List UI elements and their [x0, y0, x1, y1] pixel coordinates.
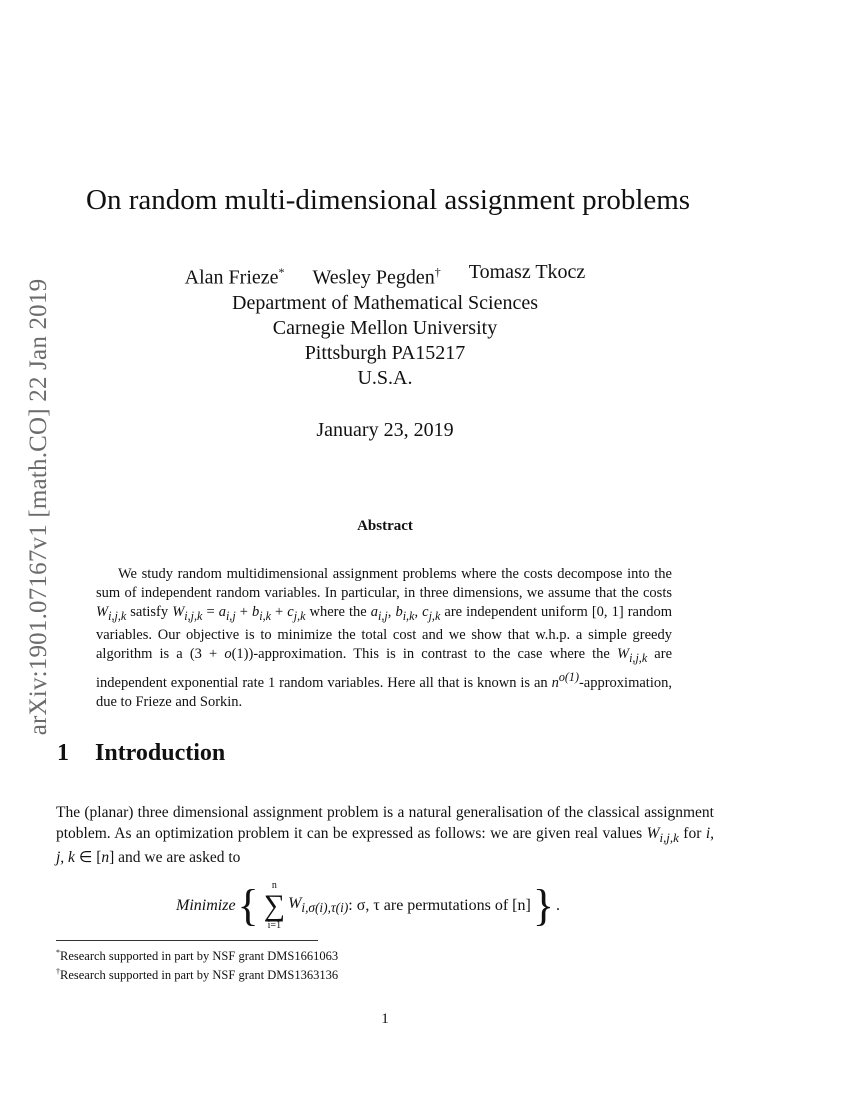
author-block [150, 260, 620, 391]
abstract-text-3: where the [305, 604, 371, 620]
minimize-equation: Minimize { n ∑ i=1 $W_{i,\sigma(i),\tau(i)}$ : σ, τ are permutations of [n] } . [176, 879, 560, 931]
author-list [150, 260, 620, 291]
abstract-text-1: We study random multidimensional assignment problems where the costs decompose into the sum of independent random variables. In particular, in three dimensions, we assume that the costs [96, 566, 672, 601]
author-2-name: Wesley Pegden [312, 266, 435, 289]
affiliation-country: U.S.A. [357, 366, 413, 389]
footnotes [56, 945, 656, 983]
sum-upper: n [271, 879, 277, 891]
footnote-1 [56, 945, 656, 964]
intro-paragraph: The (planar) three dimensional assignment problem is a natural generalisation of the classical assignment ptoblem. As an optimization problem it can be expressed as follows: we are given real values $W_{i,j,k}$ for i, j, k ∈ [n] and we are asked to [56, 804, 715, 867]
abstract-text-2: satisfy [126, 604, 173, 620]
author-1-name: Alan Frieze [184, 266, 279, 289]
footnote-rule [56, 940, 318, 941]
author-2-mark: † [434, 265, 441, 279]
left-brace: { [237, 880, 259, 930]
arxiv-id: arXiv:1901.07167v1 [math.CO] 22 Jan 2019 [25, 278, 52, 736]
abstract-text-4: are independent uniform [0, 1] random variables. Our objective is to minimize the total cost and we show that w.h.p. a simple greedy algorithm is a [96, 604, 673, 662]
affiliation-university: Carnegie Mellon University [272, 316, 498, 339]
paper-title-text: On random multi-dimensional assignment problems [86, 184, 691, 216]
footnote-2-text: Research supported in part by NSF grant DMS1363136 [60, 968, 339, 983]
section-title: Introduction [95, 740, 226, 766]
section-heading [57, 740, 225, 767]
abstract-text-5: -approximation. This is in contrast to the case where the [253, 645, 617, 662]
abstract-heading: Abstract [357, 518, 413, 534]
footnote-2 [56, 964, 656, 983]
equation-label: Minimize [176, 896, 236, 914]
abstract-paragraph: We study random multidimensional assignment problems where the costs decompose into the sum of independent random variables. In particular, in three dimensions, we assume that the costs $W_{i,j,k}$ satisfy $W_{i,j,k} = a_{i,j} + b_{i,k} + c_{j,k}$ where the $a_{i,j}$, $b_{i,k}$, $c_{j,k}$ are independent uniform [0, 1] random variables. Our objective is to minimize the total cost and we show that w.h.p. a simple greedy algorithm is a (3 + o(1))-approximation. This is in contrast to the case where the $W_{i,j,k}$ are independent exponential rate 1 random variables. Here all that is known is an $n^{o(1)}$-approximation, due to Frieze and Sorkin. [96, 566, 673, 710]
footnote-1-mark: * [56, 948, 60, 957]
abstract-text-7: -approximation, due to Frieze and Sorkin. [96, 674, 672, 710]
page-number: 1 [381, 1011, 389, 1027]
paper-title [86, 184, 691, 217]
author-3 [469, 260, 586, 291]
abstract-body [96, 565, 672, 712]
affiliation-dept: Department of Mathematical Sciences [232, 291, 538, 314]
sum-symbol: n ∑ i=1 [263, 879, 286, 931]
intro-text-3: and we are asked to [114, 849, 241, 867]
arxiv-sidebar-stamp [19, 252, 59, 762]
paper-date: January 23, 2019 [316, 419, 454, 441]
right-brace: } [532, 880, 554, 930]
footnote-1-text: Research supported in part by NSF grant DMS1661063 [60, 949, 339, 964]
affiliation-city: Pittsburgh PA15217 [304, 341, 466, 364]
section-number: 1 [57, 740, 69, 766]
intro-body [56, 803, 714, 869]
author-1-mark: * [278, 265, 285, 279]
author-1 [185, 260, 285, 291]
equation-tail: : σ, τ are permutations of [n] [348, 896, 531, 914]
author-2 [313, 260, 441, 291]
intro-text-2: for [678, 824, 706, 842]
equation-end: . [555, 896, 560, 914]
sum-lower: i=1 [267, 919, 282, 931]
abstract-text-6: are independent exponential rate 1 random variables. Here all that is known is an [96, 645, 673, 691]
intro-text-1: The (planar) three dimensional assignment problem is a natural generalisation of the classical assignment ptoblem. As an optimization problem it can be expressed as follows: we are given real values [56, 804, 714, 842]
footnote-2-mark: † [56, 967, 60, 977]
author-3-name: Tomasz Tkocz [468, 261, 586, 283]
